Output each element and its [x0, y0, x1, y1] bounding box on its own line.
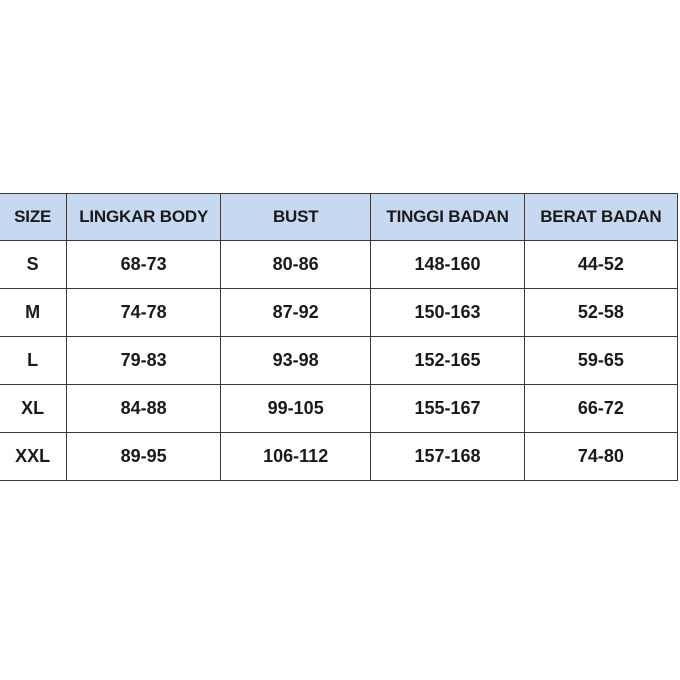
column-header-bust: BUST	[221, 194, 371, 241]
column-header-lingkar-body: LINGKAR BODY	[67, 194, 221, 241]
cell-bust: 80-86	[221, 241, 371, 289]
cell-bust: 99-105	[221, 385, 371, 433]
table-row	[0, 289, 678, 337]
cell-lingkar-body: 89-95	[67, 433, 221, 481]
cell-tinggi-badan: 152-165	[371, 337, 524, 385]
cell-bust: 106-112	[221, 433, 371, 481]
table-row	[0, 433, 678, 481]
table-header-row	[0, 194, 678, 241]
cell-size: M	[0, 289, 67, 337]
cell-size: S	[0, 241, 67, 289]
cell-berat-badan: 52-58	[524, 289, 677, 337]
cell-berat-badan: 74-80	[524, 433, 677, 481]
cell-lingkar-body: 84-88	[67, 385, 221, 433]
cell-bust: 93-98	[221, 337, 371, 385]
cell-tinggi-badan: 155-167	[371, 385, 524, 433]
cell-lingkar-body: 68-73	[67, 241, 221, 289]
column-header-tinggi-badan: TINGGI BADAN	[371, 194, 524, 241]
cell-lingkar-body: 79-83	[67, 337, 221, 385]
cell-tinggi-badan: 150-163	[371, 289, 524, 337]
cell-bust: 87-92	[221, 289, 371, 337]
cell-lingkar-body: 74-78	[67, 289, 221, 337]
column-header-size: SIZE	[0, 194, 67, 241]
cell-size: XXL	[0, 433, 67, 481]
cell-tinggi-badan: 157-168	[371, 433, 524, 481]
cell-tinggi-badan: 148-160	[371, 241, 524, 289]
cell-berat-badan: 66-72	[524, 385, 677, 433]
cell-berat-badan: 44-52	[524, 241, 677, 289]
cell-size: L	[0, 337, 67, 385]
table-row	[0, 337, 678, 385]
column-header-berat-badan: BERAT BADAN	[524, 194, 677, 241]
table-row	[0, 385, 678, 433]
cell-berat-badan: 59-65	[524, 337, 677, 385]
cell-size: XL	[0, 385, 67, 433]
size-chart-table	[0, 193, 678, 481]
table-row	[0, 241, 678, 289]
